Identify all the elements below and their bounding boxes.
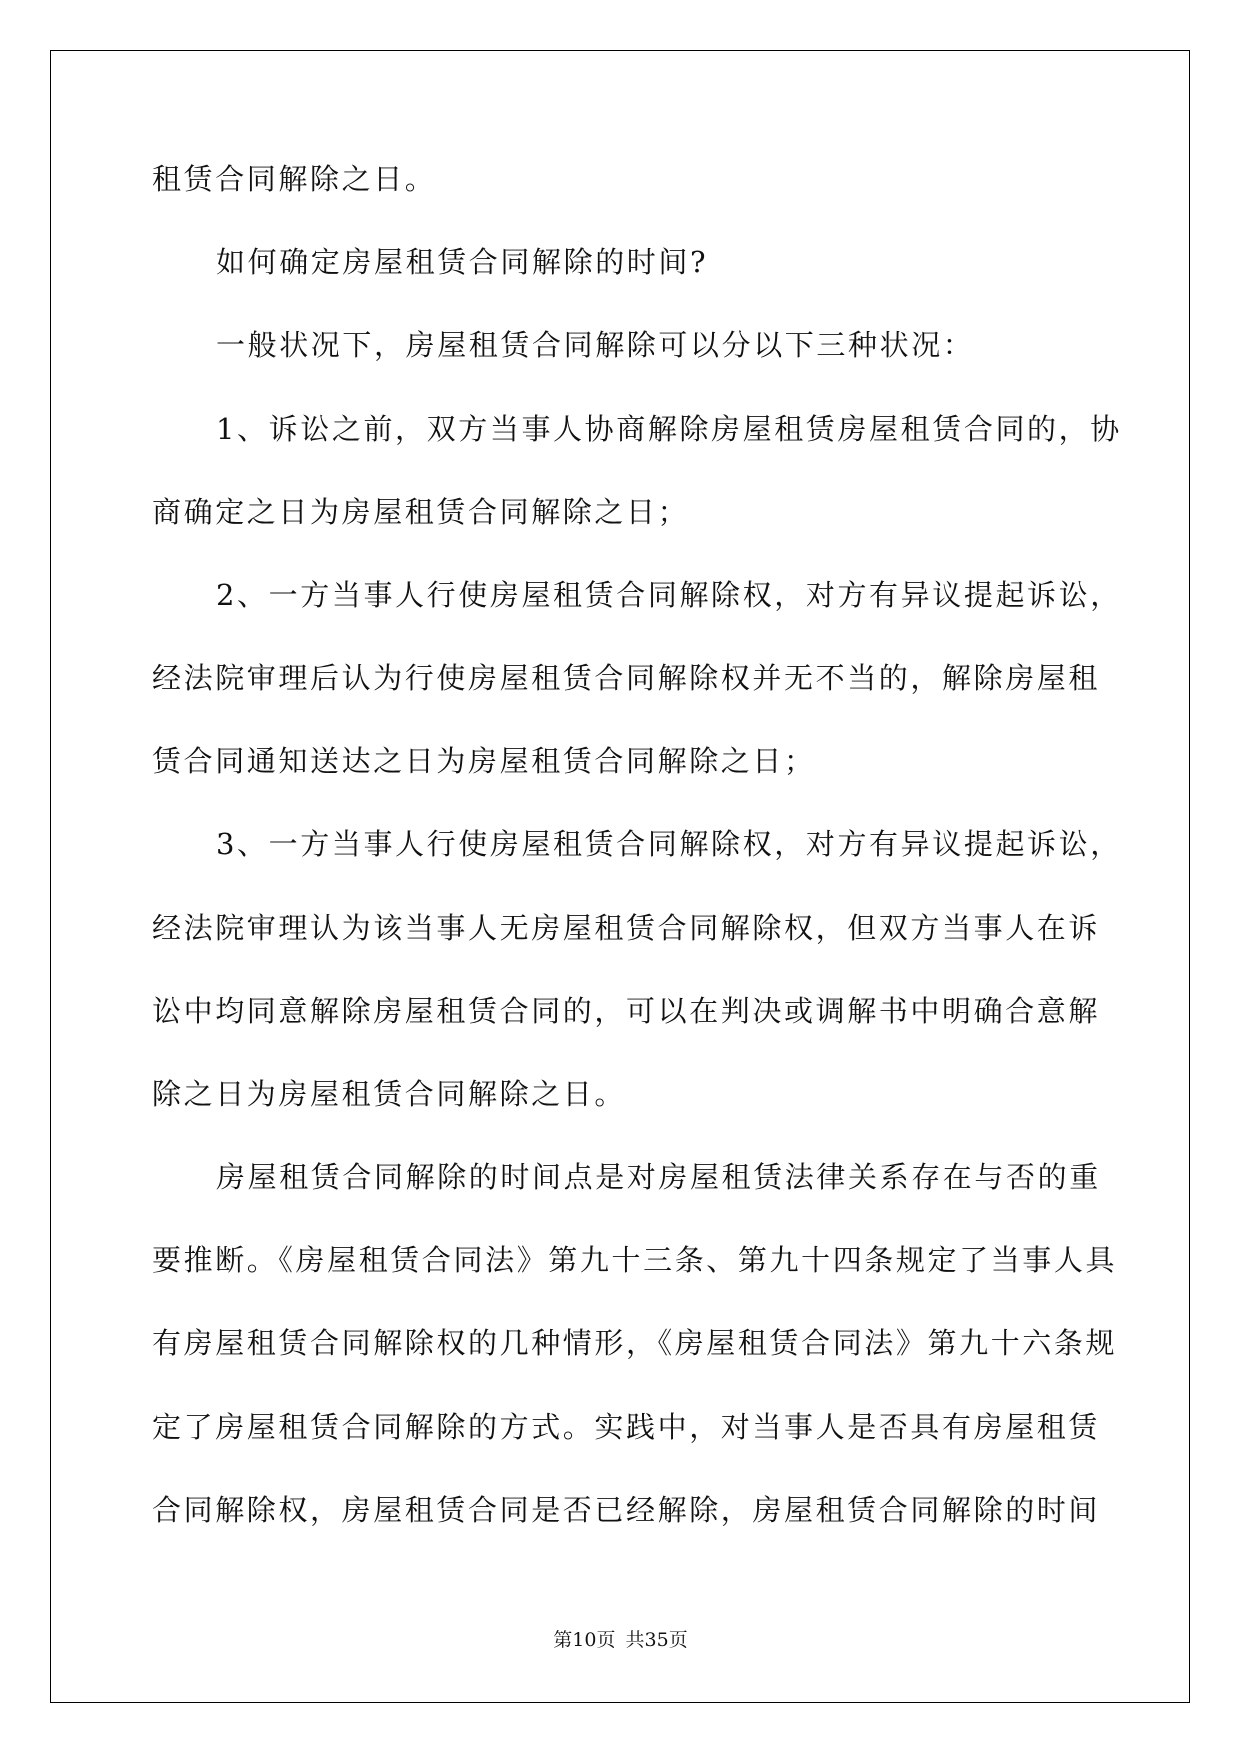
text-line: 有房屋租赁合同解除权的几种情形，《房屋租赁合同法》第九十六条规 [152,1326,1118,1360]
text-line: 经法院审理后认为行使房屋租赁合同解除权并无不当的，解除房屋租 [152,661,1101,695]
text-line: 房屋租赁合同解除的时间点是对房屋租赁法律关系存在与否的重 [216,1160,1101,1194]
text-line: 商确定之日为房屋租赁合同解除之日； [152,495,690,529]
page-number: 第10页 [553,1629,616,1651]
text-line: 除之日为房屋租赁合同解除之日。 [152,1077,627,1111]
text-line: 租赁合同解除之日。 [152,162,437,196]
text-line: 一般状况下，房屋租赁合同解除可以分以下三种状况： [216,328,975,362]
text-line: 合同解除权，房屋租赁合同是否已经解除，房屋租赁合同解除的时间 [152,1493,1101,1527]
text-line: 2、一方当事人行使房屋租赁合同解除权，对方有异议提起诉讼， [216,578,1122,612]
text-line: 如何确定房屋租赁合同解除的时间? [216,245,709,279]
text-line: 经法院审理认为该当事人无房屋租赁合同解除权，但双方当事人在诉 [152,911,1101,945]
text-line: 3、一方当事人行使房屋租赁合同解除权，对方有异议提起诉讼， [216,827,1122,861]
text-line: 赁合同通知送达之日为房屋租赁合同解除之日； [152,744,816,778]
text-line: 定了房屋租赁合同解除的方式。实践中，对当事人是否具有房屋租赁 [152,1410,1101,1444]
page-total: 共35页 [625,1629,688,1651]
text-line: 讼中均同意解除房屋租赁合同的，可以在判决或调解书中明确合意解 [152,994,1101,1028]
page-footer [0,1625,1241,1652]
text-line: 1、诉讼之前，双方当事人协商解除房屋租赁房屋租赁合同的，协 [216,412,1122,446]
page-border [50,50,1190,1703]
text-line: 要推断。《房屋租赁合同法》第九十三条、第九十四条规定了当事人具 [152,1243,1118,1277]
